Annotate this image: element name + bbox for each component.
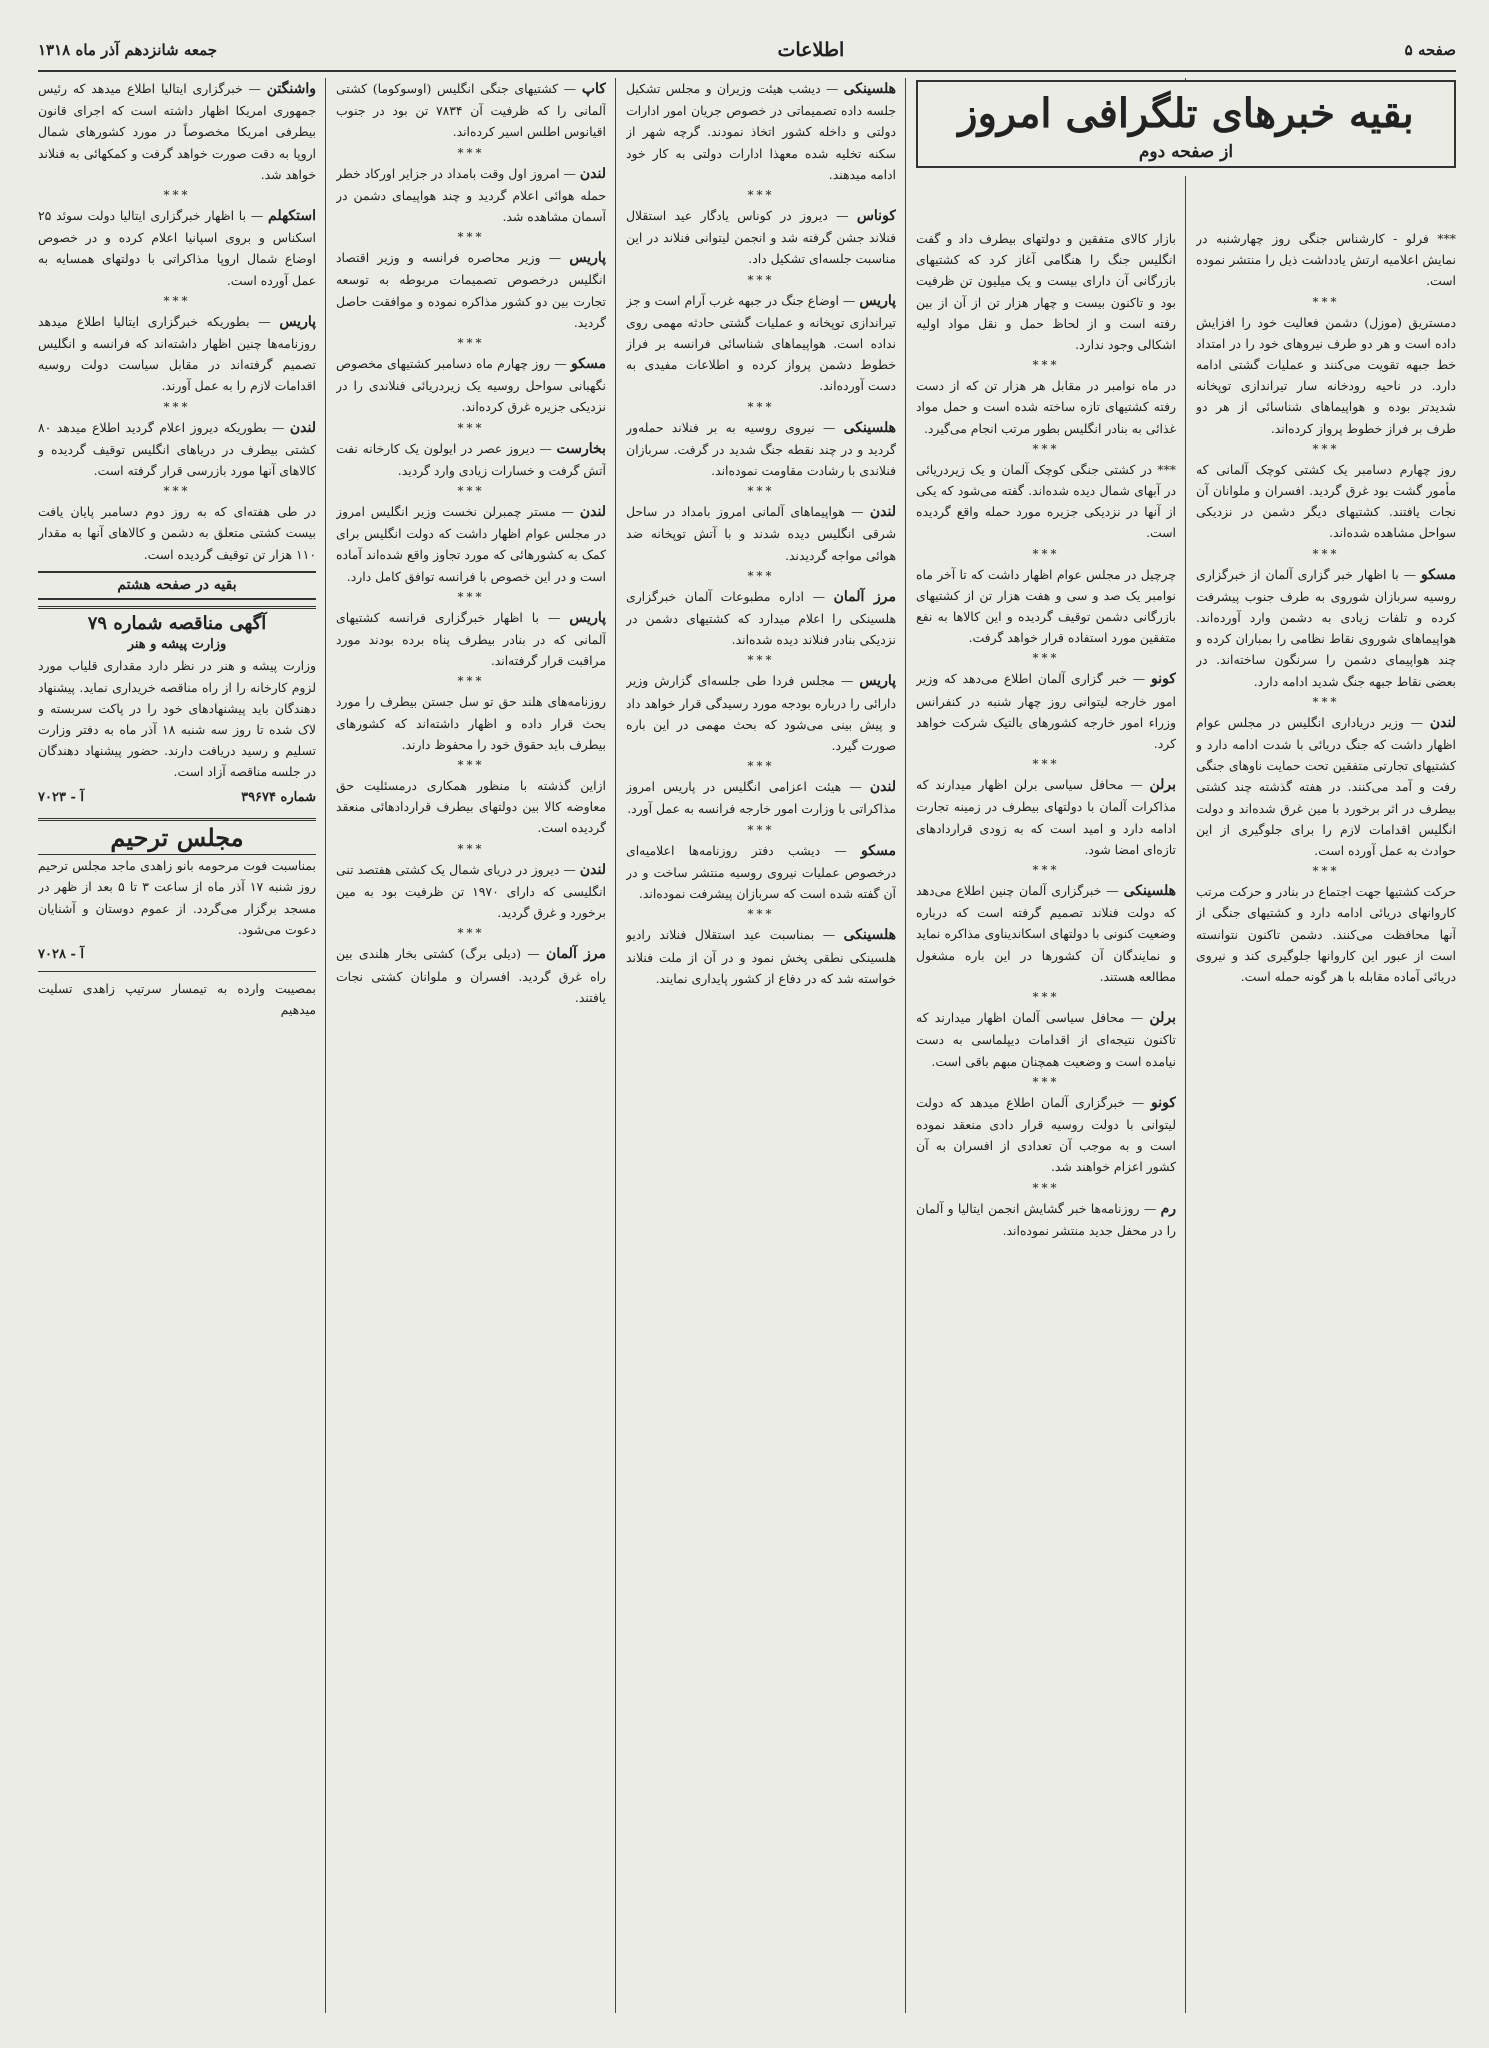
dispatch-separator: *** xyxy=(1312,441,1340,456)
dispatch-separator: *** xyxy=(457,484,485,499)
issue-date: جمعه شانزدهم آذر ماه ۱۳۱۸ xyxy=(38,41,218,59)
dispatch-text: بازار کالای متفقین و دولتهای بیطرف داد و گفت انگلیس جنگ را هنگامی آغاز کرد که کشتیهای بازرگانی آن دارای بیست و یک میلیون تن ظرفیت بود و تاکنون بیست و چهار هزار تن از آن از بین رفته است و از لحاظ حمل و نقل مواد اولیه اشکالی وجود ندارد. xyxy=(916,231,1176,353)
main-headline: بقیه خبرهای تلگرافی امروز xyxy=(958,90,1414,137)
dispatch-text: دیروز در دریای شمال یک کشتی هفتصد تنی انگلیسی که دارای ۱۹۷۰ تن ظرفیت بود به مین برخورد و غرق گردید. xyxy=(336,861,606,921)
news-dispatch: هلسینکی — نیروی روسیه به بر فنلاند حمله‌ور گردید و در چند نقطه جنگ شدید در گرفت. سربازان فنلاندی با رشادت مقاومت نموده‌اند. xyxy=(626,419,896,479)
condolence-text: بمصیبت وارده به تیمسار سرتیپ زاهدی تسلیت میدهیم xyxy=(38,981,316,1018)
dispatch-dateline: مسکو xyxy=(861,842,896,859)
column-rule xyxy=(325,78,326,2013)
dispatch-dateline: استکهلم xyxy=(268,208,316,225)
dispatch-separator: *** xyxy=(1032,441,1060,456)
news-dispatch xyxy=(336,775,606,839)
dispatch-separator: *** xyxy=(747,822,775,837)
dispatch-separator: *** xyxy=(457,758,485,773)
dispatch-text: روزنامه‌ها خبر گشایش انجمن ایتالیا و آلمان را در محفل جدید منتشر نموده‌اند. xyxy=(916,1200,1176,1238)
dispatch-text: با اظهار خبرگزاری فرانسه کشتیهای آلمانی که در بنادر بیطرف پناه برده بودند مورد مراقبت قرار گرفته‌اند. xyxy=(336,609,606,669)
dispatch-text: اداره مطبوعات آلمان خبرگزاری هلسینکی را اعلام میدارد که کشتیهای دشمن در نزدیکی بنادر فنلاند دیده شده‌اند. xyxy=(626,588,896,648)
news-dispatch xyxy=(1196,228,1456,292)
news-dispatch: مسکو — روز چهارم ماه دسامبر کشتیهای مخصوص نگهبانی سواحل روسیه یک زیردریائی فنلاندی را در نزدیکی جزیره غرق کرده‌اند. xyxy=(336,356,606,415)
news-dispatch: پاریس — با اظهار خبرگزاری فرانسه کشتیهای آلمانی که در بنادر بیطرف پناه برده بودند مورد مراقبت قرار گرفته‌اند. xyxy=(336,609,606,669)
dispatch-dateline: مرز آلمان xyxy=(546,946,606,963)
dispatch-text: خبرگزاری ایتالیا اطلاع میدهد که رئیس جمهوری امریکا اظهار داشته است که اجرای قانون بیطرفی امریکا مخصوصاً در مورد کشورهای شمال اروپا به دقت صورت خواهد گرفت و کمکهائی به فنلاند خواهد شد. xyxy=(38,81,316,182)
ad-text: وزارت پیشه و هنر در نظر دارد مقداری قلیاب مورد لزوم کارخانه را از راه مناقصه خریداری نماید. پیشنهاد دهندگان باید پیشنهادهای خود را در پاکت سربسته و لاک شده تا روز سه شنبه ۱۸ آذر ماه به دفتر وزارت تسلیم و رسید دریافت دارند. حضور پیشنهاد دهندگان در جلسه مناقصه آزاد است. xyxy=(38,658,316,780)
notice-text: بمناسبت فوت مرحومه بانو زاهدی ماجد مجلس ترحیم روز شنبه ۱۷ آذر ماه از ساعت ۳ تا ۵ بعد از ظهر در مسجد برگزار می‌گردد. از عموم دوستان و آشنایان دعوت می‌شود. xyxy=(38,858,316,937)
news-dispatch xyxy=(916,459,1176,544)
dispatch-separator: *** xyxy=(1032,546,1060,561)
dispatch-text: *** فرلو - کارشناس جنگی روز چهارشنبه در نمایش اعلامیه ارتش یادداشت ذیل را منتشر نموده است. xyxy=(1196,231,1456,289)
dispatch-separator: *** xyxy=(747,568,775,583)
news-dispatch: پاریس — اوضاع جنگ در جبهه غرب آرام است و جز تیراندازی توپخانه و عملیات گشتی حادثه مهمی روی نداده است. هواپیماهای شناسائی فرانسه بر فراز خطوط دشمن پرواز کرده و اطلاعات مفیدی به دست آورده‌اند. xyxy=(626,292,896,394)
news-dispatch: لندن — امروز اول وقت بامداد در جزایر اورکاد خطر حمله هوائی اعلام گردید و چند هواپیمای دشمن در آسمان مشاهده شد. xyxy=(336,165,606,225)
dispatch-text: دیشب دفتر روزنامه‌ها اعلامیه‌ای درخصوص عملیات نیروی روسیه منتشر ساخت و در آن گفته شده است که سربازان پیشرفت نموده‌اند. xyxy=(626,842,896,902)
dispatch-text: مستر چمبرلن نخست وزیر انگلیس امروز در مجلس عوام اظهار داشت که دولت انگلیس برای کمک به کشورهائی که مورد تجاوز واقع شده‌اند آماده است و در این خصوص با فرانسه توافق کامل دارد. xyxy=(336,504,606,584)
dispatch-text: در طی هفته‌ای که به روز دوم دسامبر پایان یافت بیست کشتی متعلق به دشمن و کالاهای آنها به مقدار ۱۱۰ هزار تن توقیف گردیده است. xyxy=(38,504,316,562)
divider xyxy=(38,971,316,972)
ad-footer xyxy=(38,787,316,808)
dispatch-dateline: پاریس xyxy=(279,313,316,330)
news-dispatch: لندن — دیروز در دریای شمال یک کشتی هفتصد تنی انگلیسی که دارای ۱۹۷۰ تن ظرفیت بود به مین برخورد و غرق گردید. xyxy=(336,861,606,921)
dispatch-text: با اظهار خبرگزاری ایتالیا دولت سوئد ۲۵ اسکناس و بروی اسپانیا اعلام کرده و در خصوص اوضاع شمال اروپا مذاکراتی با دولتهای همسایه به عمل آورده است. xyxy=(38,208,316,288)
dispatch-text: خبر گزاری آلمان اطلاع می‌دهد که وزیر امور خارجه لیتوانی روز چهار شنبه در کنفرانس وزراء امور خارجه کشورهای بالتیک شرکت خواهد کرد. xyxy=(916,671,1176,752)
dispatch-separator: *** xyxy=(163,293,191,308)
dispatch-dateline: لندن xyxy=(869,779,896,796)
headline-box-wrap xyxy=(916,80,1456,176)
dispatch-separator: *** xyxy=(163,484,191,499)
dispatch-dateline: هلسینکی xyxy=(843,81,896,97)
dispatch-text: وزیر دریاداری انگلیس در مجلس عوام اظهار داشت که جنگ دریائی با شدت ادامه دارد و کشتیهای تجارتی متفقین تحت حمایت ناوهای جنگی رفت و آمد می‌کنند. در هفته گذشته چند کشتی بیطرف در اثر برخورد با مین غرق شده‌اند و دولت انگلیس اقدامات لازم را برای جلوگیری از این حوادث به عمل آورده است. xyxy=(1196,714,1456,859)
dispatch-dateline: برلن xyxy=(1149,777,1176,794)
news-dispatch: مرز آلمان — (دیلی برگ) کشتی بخار هلندی بین راه غرق گردید. افسران و ملوانان کشتی نجات یافتند. xyxy=(336,946,606,1005)
headline-subtitle: از صفحه دوم xyxy=(1138,142,1234,162)
dispatch-text: وزیر محاصره فرانسه و وزیر اقتصاد انگلیس درخصوص تصمیمات مربوطه به توسعه تجارت بین دو کشور مذاکره نموده و موافقت حاصل گردید. xyxy=(336,250,606,330)
dispatch-separator: *** xyxy=(457,674,485,689)
news-dispatch: رم — روزنامه‌ها خبر گشایش انجمن ایتالیا و آلمان را در محفل جدید منتشر نموده‌اند. xyxy=(916,1200,1176,1238)
news-dispatch: مسکو — با اظهار خبر گزاری آلمان از خبرگزاری روسیه سربازان شوروی به طرف جنوب پیشرفت کرده و تلفات زیادی به دشمن وارد آورده‌اند. هواپیماهای شوروی نقاط نظامی را بمباران کرده و چند هواپیمای دشمن را سرنگون ساخته‌اند. در بعضی نقاط جبهه جنگ شدید ادامه دارد. xyxy=(1196,566,1456,689)
notice-title: مجلس ترحیم xyxy=(38,818,316,855)
dispatch-separator: *** xyxy=(1312,694,1340,709)
page-number: صفحه ۵ xyxy=(1404,41,1456,59)
dispatch-separator: *** xyxy=(747,272,775,287)
column-4 xyxy=(336,78,606,2013)
dispatch-text: هیئت اعزامی انگلیس در پاریس امروز مذاکراتی با وزارت امور خارجه فرانسه به عمل آورد. xyxy=(626,779,896,817)
dispatch-separator: *** xyxy=(457,230,485,245)
dispatch-dateline: پاریس xyxy=(569,250,606,267)
news-dispatch: کوناس — دیروز در کوناس یادگار عید استقلال فنلاند جشن گرفته شد و انجمن لیتوانی فنلاند در این مناسبت جلسه‌ای تشکیل داد. xyxy=(626,208,896,267)
news-dispatch: بخارست — دیروز عصر در ایولون یک کارخانه نفت آتش گرفت و خسارات زیادی وارد گردید. xyxy=(336,440,606,478)
dispatch-separator: *** xyxy=(747,759,775,774)
continued-label: بقیه در صفحه هشتم xyxy=(38,571,316,600)
dispatch-text: بطوریکه دیروز اعلام گردید اطلاع میدهد ۸۰ کشتی بیطرف در دریاهای انگلیس توقیف گردیده و کالاهای آنها مورد بازرسی قرار گرفته است. xyxy=(38,419,316,479)
memorial-notice xyxy=(38,818,316,1021)
dispatch-dateline: هلسینکی xyxy=(843,927,896,944)
news-dispatch: کاپ — کشتیهای جنگی انگلیس (اوسوکوما) کشتی آلمانی را که ظرفیت آن ۷۸۳۴ تن بود در جنوب اقیانوس اطلس اسیر کرده‌اند. xyxy=(336,81,606,140)
dispatch-dateline: کوناس xyxy=(856,208,896,225)
dispatch-dateline: لندن xyxy=(289,419,316,436)
news-dispatch xyxy=(916,375,1176,439)
news-dispatch xyxy=(336,691,606,755)
dispatch-separator: *** xyxy=(1032,651,1060,666)
masthead xyxy=(38,30,1456,72)
dispatch-text: خبرگزاری آلمان چنین اطلاع می‌دهد که دولت فنلاند تصمیم گرفته است که درباره وضعیت کنونی با دولتهای اسکاندیناوی مذاکره نماید و نمایندگان آن کشورها در این باره مشغول مطالعه هستند. xyxy=(916,883,1176,984)
dispatch-separator: *** xyxy=(1032,1180,1060,1195)
dispatch-separator: *** xyxy=(163,188,191,203)
news-dispatch: لندن — مستر چمبرلن نخست وزیر انگلیس امروز در مجلس عوام اظهار داشت که دولت انگلیس برای کمک به کشورهائی که مورد تجاوز واقع شده‌اند آماده است و در این خصوص با فرانسه توافق کامل دارد. xyxy=(336,504,606,584)
dispatch-text: بطوریکه خبرگزاری ایتالیا اطلاع میدهد روزنامه‌ها چنین اظهار داشته‌اند که فرانسه و انگلیس تصمیم گرفته‌اند در مقابل سیاست دولت روسیه اقدامات لازم را به عمل آورند. xyxy=(38,313,316,394)
news-dispatch: مرز آلمان — اداره مطبوعات آلمان خبرگزاری هلسینکی را اعلام میدارد که کشتیهای دشمن در نزدیکی بنادر فنلاند دیده شده‌اند. xyxy=(626,588,896,648)
dispatch-dateline: کونو xyxy=(1150,671,1176,688)
dispatch-separator: *** xyxy=(1032,990,1060,1005)
dispatch-dateline: لندن xyxy=(579,861,606,878)
column-rule xyxy=(1185,78,1186,2013)
dispatch-dateline: رم xyxy=(1160,1200,1176,1217)
news-dispatch xyxy=(916,564,1176,649)
dispatch-dateline: هلسینکی xyxy=(1123,883,1176,900)
dispatch-dateline: مسکو xyxy=(1421,566,1456,583)
dispatch-text: (دیلی برگ) کشتی بخار هلندی بین راه غرق گردید. افسران و ملوانان کشتی نجات یافتند. xyxy=(336,946,606,1005)
dispatch-dateline: برلن xyxy=(1149,1010,1176,1027)
dispatch-dateline: لندن xyxy=(869,504,896,521)
news-dispatch xyxy=(916,228,1176,355)
dispatch-text: کشتیهای جنگی انگلیس (اوسوکوما) کشتی آلمانی را که ظرفیت آن ۷۸۳۴ تن بود در جنوب اقیانوس اطلس اسیر کرده‌اند. xyxy=(336,81,606,140)
headline-box xyxy=(916,80,1456,168)
dispatch-separator: *** xyxy=(747,653,775,668)
dispatch-text: دمستریق (موزل) دشمن فعالیت خود را افزایش داده است و هر دو طرف نیروهای خود را در امتداد خط جبهه تقویت می‌کنند و عملیات گشتی ادامه دارد. در ناحیه رودخانه سار تیراندازی توپخانه شدیدتر بوده و هواپیماهای شناسائی از هر دو طرف بر فراز خطوط پرواز کرده‌اند. xyxy=(1196,314,1456,436)
dispatch-separator: *** xyxy=(747,484,775,499)
ad-ministry: وزارت پیشه و هنر xyxy=(127,637,227,653)
dispatch-text: اوضاع جنگ در جبهه غرب آرام است و جز تیراندازی توپخانه و عملیات گشتی حادثه مهمی روی نداده است. هواپیماهای شناسائی فرانسه بر فراز خطوط دشمن پرواز کرده و اطلاعات مفیدی به دست آورده‌اند. xyxy=(626,292,896,394)
news-dispatch: استکهلم — با اظهار خبرگزاری ایتالیا دولت سوئد ۲۵ اسکناس و بروی اسپانیا اعلام کرده و در خصوص اوضاع شمال اروپا مذاکراتی با دولتهای همسایه به عمل آورده است. xyxy=(38,208,316,288)
dispatch-text: روزنامه‌های هلند حق تو سل جستن بیطرف را مورد بحث قرار داده و اظهار داشته‌اند که کشورهای بیطرف باید حقوق خود را محفوظ دارند. xyxy=(336,694,606,752)
news-dispatch: لندن — وزیر دریاداری انگلیس در مجلس عوام اظهار داشت که جنگ دریائی با شدت ادامه دارد و کشتیهای تجارتی متفقین تحت حمایت ناوهای جنگی رفت و آمد می‌کنند. در هفته گذشته چند کشتی بیطرف در اثر برخورد با مین غرق شده‌اند و دولت انگلیس اقدامات لازم را برای جلوگیری از این حوادث به عمل آورده است. xyxy=(1196,714,1456,859)
tender-ad xyxy=(38,606,316,808)
dispatch-dateline: کونو xyxy=(1150,1094,1176,1111)
news-dispatch xyxy=(38,501,316,565)
dispatch-text: دیشب هیئت وزیران و مجلس تشکیل جلسه داده تصمیماتی در خصوص جریان امور ادارات دولتی و داخله کشور اتخاذ نمودند. گرچه شهر از سکنه تخلیه شده معهذا ادارات دولتی به کار خود ادامه میدهند. xyxy=(626,81,896,182)
news-dispatch: لندن — هواپیماهای آلمانی امروز بامداد در ساحل شرقی انگلیس دیده شدند و با آتش توپخانه ضد هوائی مواجه گردیدند. xyxy=(626,504,896,563)
column-rule xyxy=(905,78,906,2013)
notice-code: آ - ۷۰۲۸ xyxy=(38,946,84,962)
news-dispatch: پاریس — مجلس فردا طی جلسه‌ای گزارش وزیر دارائی را درباره بودجه مورد رسیدگی قرار خواهد داد و پیش بینی می‌شود که بحث مهمی در این باره صورت گیرد. xyxy=(626,673,896,754)
newspaper-name: اطلاعات xyxy=(777,39,845,61)
dispatch-separator: *** xyxy=(1032,863,1060,878)
dispatch-dateline: پاریس xyxy=(859,673,896,690)
news-dispatch: واشنگتن — خبرگزاری ایتالیا اطلاع میدهد که رئیس جمهوری امریکا اظهار داشته است که اجرای قانون بیطرفی امریکا مخصوصاً در مورد کشورهای شمال اروپا به دقت صورت خواهد گرفت و کمکهائی به فنلاند خواهد شد. xyxy=(38,81,316,182)
dispatch-text: محافل سیاسی آلمان اظهار میدارند که تاکنون نتیجه‌ای از اقدامات دیپلماسی به دست نیامده است و وضعیت همچنان مبهم باقی است. xyxy=(916,1010,1176,1069)
dispatch-text: امروز اول وقت بامداد در جزایر اورکاد خطر حمله هوائی اعلام گردید و چند هواپیمای دشمن در آسمان مشاهده شد. xyxy=(336,165,606,225)
dispatch-text: ازاین گذشته با منظور همکاری درمسئلیت حق معاوضه کالا بین دولتهای بیطرف قراردادهائی منعقد گردیده است. xyxy=(336,778,606,836)
news-dispatch xyxy=(1196,881,1456,987)
dispatch-text: در ماه نوامبر در مقابل هر هزار تن که از دست رفته کشتیهای تازه ساخته شده است و حمل مواد غذائی به بنادر انگلیس بطور مرتب انجام می‌گیرد. xyxy=(916,378,1176,436)
news-dispatch: برلن — محافل سیاسی آلمان اظهار میدارند که تاکنون نتیجه‌ای از اقدامات دیپلماسی به دست نیامده است و وضعیت همچنان مبهم باقی است. xyxy=(916,1010,1176,1069)
dispatch-dateline: واشنگتن xyxy=(266,81,316,97)
news-dispatch: هلسینکی — خبرگزاری آلمان چنین اطلاع می‌دهد که دولت فنلاند تصمیم گرفته است که درباره وضعیت کنونی با دولتهای اسکاندیناوی مذاکره نماید و نمایندگان آن کشورها در این باره مشغول مطالعه هستند. xyxy=(916,883,1176,984)
dispatch-text: روز چهارم ماه دسامبر کشتیهای مخصوص نگهبانی سواحل روسیه یک زیردریائی فنلاندی را در نزدیکی جزیره غرق کرده‌اند. xyxy=(336,356,606,415)
dispatch-text: بمناسبت عید استقلال فنلاند رادیو هلسینکی نطقی پخش نمود و در آن از ملت فنلاند خواسته شد که در دفاع از کشور پایداری نمایند. xyxy=(626,927,896,986)
dispatch-separator: *** xyxy=(457,336,485,351)
news-dispatch: لندن — بطوریکه دیروز اعلام گردید اطلاع میدهد ۸۰ کشتی بیطرف در دریاهای انگلیس توقیف گردیده و کالاهای آنها مورد بازرسی قرار گرفته است. xyxy=(38,419,316,479)
dispatch-separator: *** xyxy=(747,188,775,203)
dispatch-separator: *** xyxy=(1312,864,1340,879)
dispatch-text: حرکت کشتیها جهت اجتماع در بنادر و حرکت مرتب کاروانهای دریائی ادامه دارد و کشتیهای جنگی از آنها محافظت می‌کنند. دشمن تاکنون نتوانسته است از عبور این کاروانها جلوگیری کند و نیروی دریائی آماده مقابله با هر گونه حمله است. xyxy=(1196,884,1456,985)
news-dispatch: لندن — هیئت اعزامی انگلیس در پاریس امروز مذاکراتی با وزارت امور خارجه فرانسه به عمل آورد. xyxy=(626,779,896,817)
news-dispatch: کونو — خبرگزاری آلمان اطلاع میدهد که دولت لیتوانی با دولت روسیه قرار دادی منعقد نموده است و به موجب آن تعدادی از افسران به آن کشور اعزام خواهند شد. xyxy=(916,1094,1176,1175)
dispatch-separator: *** xyxy=(1312,294,1340,309)
dispatch-dateline: مسکو xyxy=(571,356,606,373)
dispatch-text: مجلس فردا طی جلسه‌ای گزارش وزیر دارائی را درباره بودجه مورد رسیدگی قرار خواهد داد و پیش بینی می‌شود که بحث مهمی در این باره صورت گیرد. xyxy=(626,673,896,754)
news-dispatch: هلسینکی — بمناسبت عید استقلال فنلاند رادیو هلسینکی نطقی پخش نمود و در آن از ملت فنلاند خواسته شد که در دفاع از کشور پایداری نمایند. xyxy=(626,927,896,986)
dispatch-text: دیروز عصر در ایولون یک کارخانه نفت آتش گرفت و خسارات زیادی وارد گردید. xyxy=(336,440,606,478)
dispatch-text: با اظهار خبر گزاری آلمان از خبرگزاری روسیه سربازان شوروی به طرف جنوب پیشرفت کرده و تلفات زیادی به دشمن وارد آورده‌اند. هواپیماهای شوروی نقاط نظامی را بمباران کرده و چند هواپیمای دشمن را سرنگون ساخته‌اند. در بعضی نقاط جبهه جنگ شدید ادامه دارد. xyxy=(1196,566,1456,689)
dispatch-separator: *** xyxy=(1032,1074,1060,1089)
newspaper-page xyxy=(38,30,1456,2020)
news-dispatch: کونو — خبر گزاری آلمان اطلاع می‌دهد که وزیر امور خارجه لیتوانی روز چهار شنبه در کنفرانس وزراء امور خارجه کشورهای بالتیک شرکت خواهد کرد. xyxy=(916,671,1176,752)
news-dispatch: مسکو — دیشب دفتر روزنامه‌ها اعلامیه‌ای درخصوص عملیات نیروی روسیه منتشر ساخت و در آن گفته شده است که سربازان پیشرفت نموده‌اند. xyxy=(626,842,896,902)
dispatch-separator: *** xyxy=(1032,358,1060,373)
dispatch-separator: *** xyxy=(457,589,485,604)
column-3 xyxy=(626,78,896,2013)
news-dispatch: هلسینکی — دیشب هیئت وزیران و مجلس تشکیل جلسه داده تصمیماتی در خصوص جریان امور ادارات دولتی و داخله کشور اتخاذ نمودند. گرچه شهر از سکنه تخلیه شده معهذا ادارات دولتی به کار خود ادامه میدهند. xyxy=(626,81,896,182)
dispatch-dateline: کاپ xyxy=(581,81,606,97)
dispatch-text: نیروی روسیه به بر فنلاند حمله‌ور گردید و در چند نقطه جنگ شدید در گرفت. سربازان فنلاندی با رشادت مقاومت نموده‌اند. xyxy=(626,419,896,479)
dispatch-dateline: لندن xyxy=(579,165,606,182)
ad-title: آگهی مناقصه شماره ۷۹ xyxy=(38,606,316,634)
dispatch-dateline: هلسینکی xyxy=(843,419,896,436)
dispatch-text: *** در کشتی جنگی کوچک آلمان و یک زیردریائی در آبهای شمال دیده شده‌اند. گفته می‌شود که یکی از آنها در نزدیکی جزیره مورد حمله واقع گردیده است. xyxy=(916,461,1176,541)
dispatch-text: چرچیل در مجلس عوام اظهار داشت که تا آخر ماه نوامبر یک صد و سی و هفت هزار تن از کشتیهای بازرگانی دشمن توقیف گردیده و این کالاها به نفع متفقین مورد استفاده قرار خواهد گرفت. xyxy=(916,566,1176,646)
dispatch-text: هواپیماهای آلمانی امروز بامداد در ساحل شرقی انگلیس دیده شدند و با آتش توپخانه ضد هوائی مواجه گردیدند. xyxy=(626,504,896,563)
dispatch-separator: *** xyxy=(457,145,485,160)
dispatch-separator: *** xyxy=(163,399,191,414)
dispatch-separator: *** xyxy=(457,841,485,856)
ad-code: آ - ۷۰۲۳ xyxy=(38,789,84,805)
dispatch-text: دیروز در کوناس یادگار عید استقلال فنلاند جشن گرفته شد و انجمن لیتوانی فنلاند در این مناسبت جلسه‌ای تشکیل داد. xyxy=(626,208,896,267)
news-dispatch xyxy=(1196,459,1456,544)
dispatch-dateline: پاریس xyxy=(569,609,606,626)
notice-footer xyxy=(38,944,316,965)
dispatch-text: محافل سیاسی برلن اظهار میدارند که مذاکرات آلمان با دولتهای بیطرف در زمینه تجارت ادامه دارد و امید است که به زودی قراردادهای تازه‌ای امضا شود. xyxy=(916,777,1176,857)
dispatch-dateline: مرز آلمان xyxy=(833,588,896,605)
dispatch-dateline: پاریس xyxy=(859,292,896,309)
dispatch-separator: *** xyxy=(457,420,485,435)
ad-reg-number: شماره ۳۹۶۷۴ xyxy=(241,789,316,805)
dispatch-separator: *** xyxy=(1312,546,1340,561)
news-dispatch: پاریس — بطوریکه خبرگزاری ایتالیا اطلاع میدهد روزنامه‌ها چنین اظهار داشته‌اند که فرانسه و انگلیس تصمیم گرفته‌اند در مقابل سیاست دولت روسیه اقدامات لازم را به عمل آورند. xyxy=(38,313,316,394)
dispatch-dateline: لندن xyxy=(1429,714,1456,731)
dispatch-separator: *** xyxy=(747,907,775,922)
column-rule xyxy=(615,78,616,2013)
news-dispatch: پاریس — وزیر محاصره فرانسه و وزیر اقتصاد انگلیس درخصوص تصمیمات مربوطه به توسعه تجارت بین دو کشور مذاکره نموده و موافقت حاصل گردید. xyxy=(336,250,606,330)
dispatch-separator: *** xyxy=(1032,757,1060,772)
dispatch-dateline: لندن xyxy=(579,504,606,521)
dispatch-separator: *** xyxy=(747,399,775,414)
news-dispatch: برلن — محافل سیاسی برلن اظهار میدارند که مذاکرات آلمان با دولتهای بیطرف در زمینه تجارت ادامه دارد و امید است که به زودی قراردادهای تازه‌ای امضا شود. xyxy=(916,777,1176,857)
dispatch-separator: *** xyxy=(457,926,485,941)
column-1 xyxy=(1196,78,1456,2013)
dispatch-text: خبرگزاری آلمان اطلاع میدهد که دولت لیتوانی با دولت روسیه قرار دادی منعقد نموده است و به موجب آن تعدادی از افسران به آن کشور اعزام خواهند شد. xyxy=(916,1094,1176,1175)
dispatch-text: روز چهارم دسامبر یک کشتی کوچک آلمانی که مأمور گشت بود غرق گردید. افسران و ملوانان آن نجات یافتند. کشتیهای دیگر دشمن در نزدیکی سواحل مشاهده شده‌اند. xyxy=(1196,461,1456,541)
column-2 xyxy=(916,78,1176,2013)
column-5 xyxy=(38,78,316,2013)
news-dispatch xyxy=(1196,312,1456,439)
dispatch-dateline: بخارست xyxy=(556,440,606,457)
